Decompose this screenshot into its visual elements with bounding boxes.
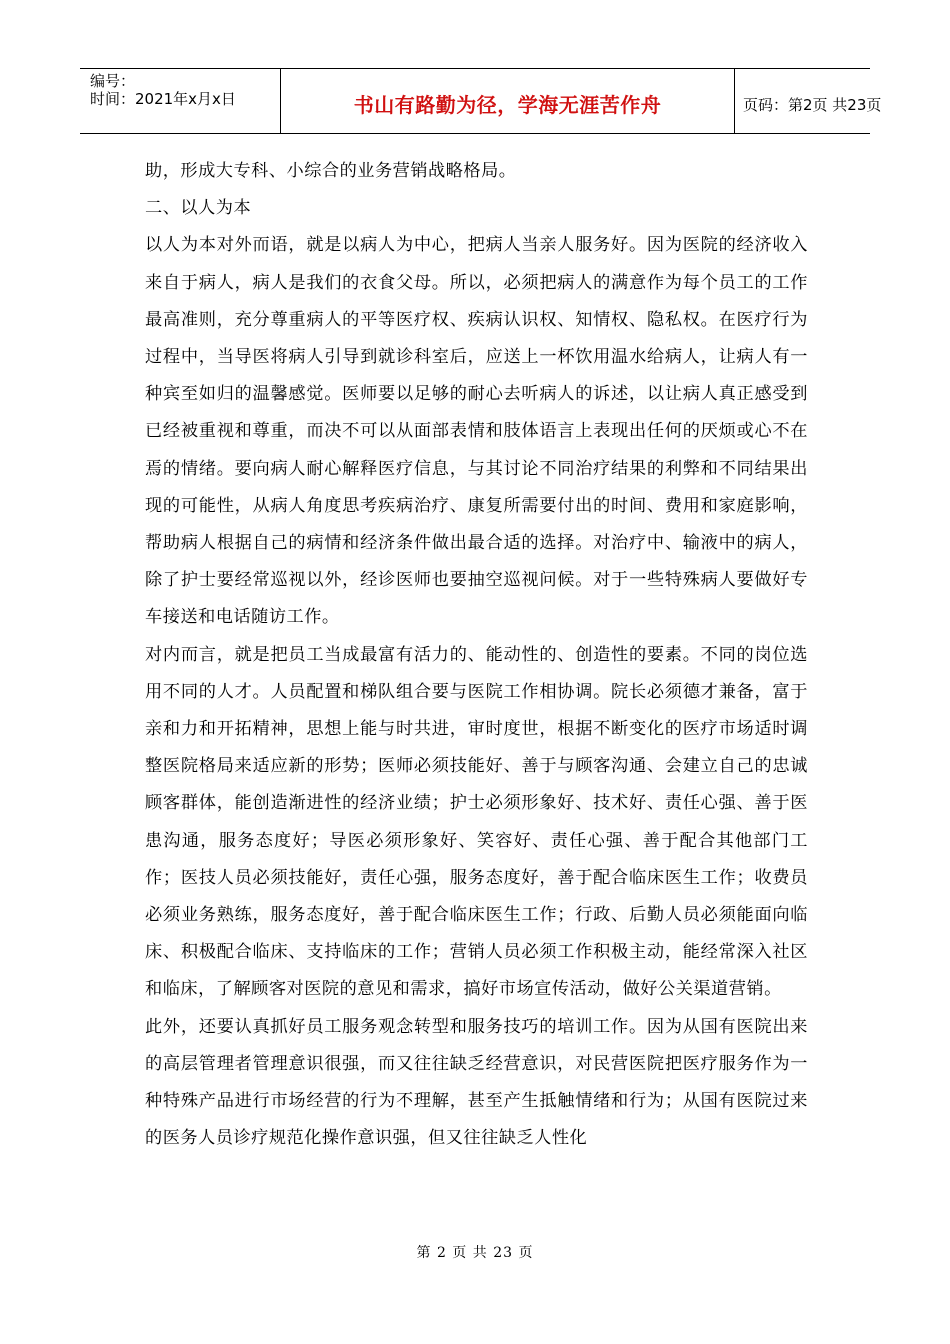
body-paragraph: 此外，还要认真抓好员工服务观念转型和服务技巧的培训工作。因为从国有医院出来的高层管理者管理意识很强，而又往往缺乏经营意识，对民营医院把医疗服务作为一种特殊产品进行市场经营的行为不理解，甚至产生抵触情绪和行为；从国有医院过来的医务人员诊疗规范化操作意识强，但又往往缺乏人性化 bbox=[145, 1016, 808, 1149]
header-page-cell bbox=[735, 69, 882, 133]
body-paragraph: 对内而言，就是把员工当成最富有活力的、能动性的、创造性的要素。不同的岗位选用不同的人才。人员配置和梯队组合要与医院工作相协调。院长必须德才兼备，富于亲和力和开拓精神，思想上能与时共进，审时度世，根据不断变化的医疗市场适时调整医院格局来适应新的形势；医师必须技能好、善于与顾客沟通、会建立自己的忠诚顾客群体，能创造渐进性的经济业绩；护士必须形象好、技术好、责任心强、善于医患沟通，服务态度好；导医必须形象好、笑容好、责任心强、善于配合其他部门工作；医技人员必须技能好，责任心强，服务态度好，善于配合临床医生工作；收费员必须业务熟练，服务态度好，善于配合临床医生工作；行政、后勤人员必须能面向临床、积极配合临床、支持临床的工作；营销人员必须工作积极主动，能经常深入社区和临床，了解顾客对医院的意见和需求，搞好市场宣传活动，做好公关渠道营销。 bbox=[145, 644, 808, 1000]
header-page-number: 页码：第2页 共23页 bbox=[743, 95, 882, 114]
section-heading: 二、以人为本 bbox=[145, 198, 252, 219]
header-motto: 书山有路勤为径，学海无涯苦作舟 bbox=[353, 92, 662, 117]
header-meta-cell bbox=[80, 69, 281, 133]
body-paragraph: 助，形成大专科、小综合的业务营销战略格局。 bbox=[145, 161, 517, 181]
document-body bbox=[145, 153, 808, 1157]
page-header bbox=[80, 68, 882, 134]
date-label: 时间：2021年x月x日 bbox=[90, 90, 236, 108]
body-paragraph: 以人为本对外而语，就是以病人为中心，把病人当亲人服务好。因为医院的经济收入来自于病人，病人是我们的衣食父母。所以，必须把病人的满意作为每个员工的工作最高准则，充分尊重病人的平等医疗权、疾病认识权、知情权、隐私权。在医疗行为过程中，当导医将病人引导到就诊科室后，应送上一杯饮用温水给病人，让病人有一种宾至如归的温馨感觉。医师要以足够的耐心去听病人的诉述，以让病人真正感受到已经被重视和尊重，而决不可以从面部表情和肢体语言上表现出任何的厌烦或心不在焉的情绪。要向病人耐心解释医疗信息，与其讨论不同治疗结果的利弊和不同结果出现的可能性，从病人角度思考疾病治疗、康复所需要付出的时间、费用和家庭影响，帮助病人根据自己的病情和经济条件做出最合适的选择。对治疗中、输液中的病人，除了护士要经常巡视以外，经诊医师也要抽空巡视问候。对于一些特殊病人要做好专车接送和电话随访工作。 bbox=[145, 235, 808, 628]
serial-number-label: 编号： bbox=[90, 72, 136, 90]
page-footer: 第 2 页 共 23 页 bbox=[416, 1245, 534, 1261]
header-motto-cell bbox=[281, 69, 735, 133]
